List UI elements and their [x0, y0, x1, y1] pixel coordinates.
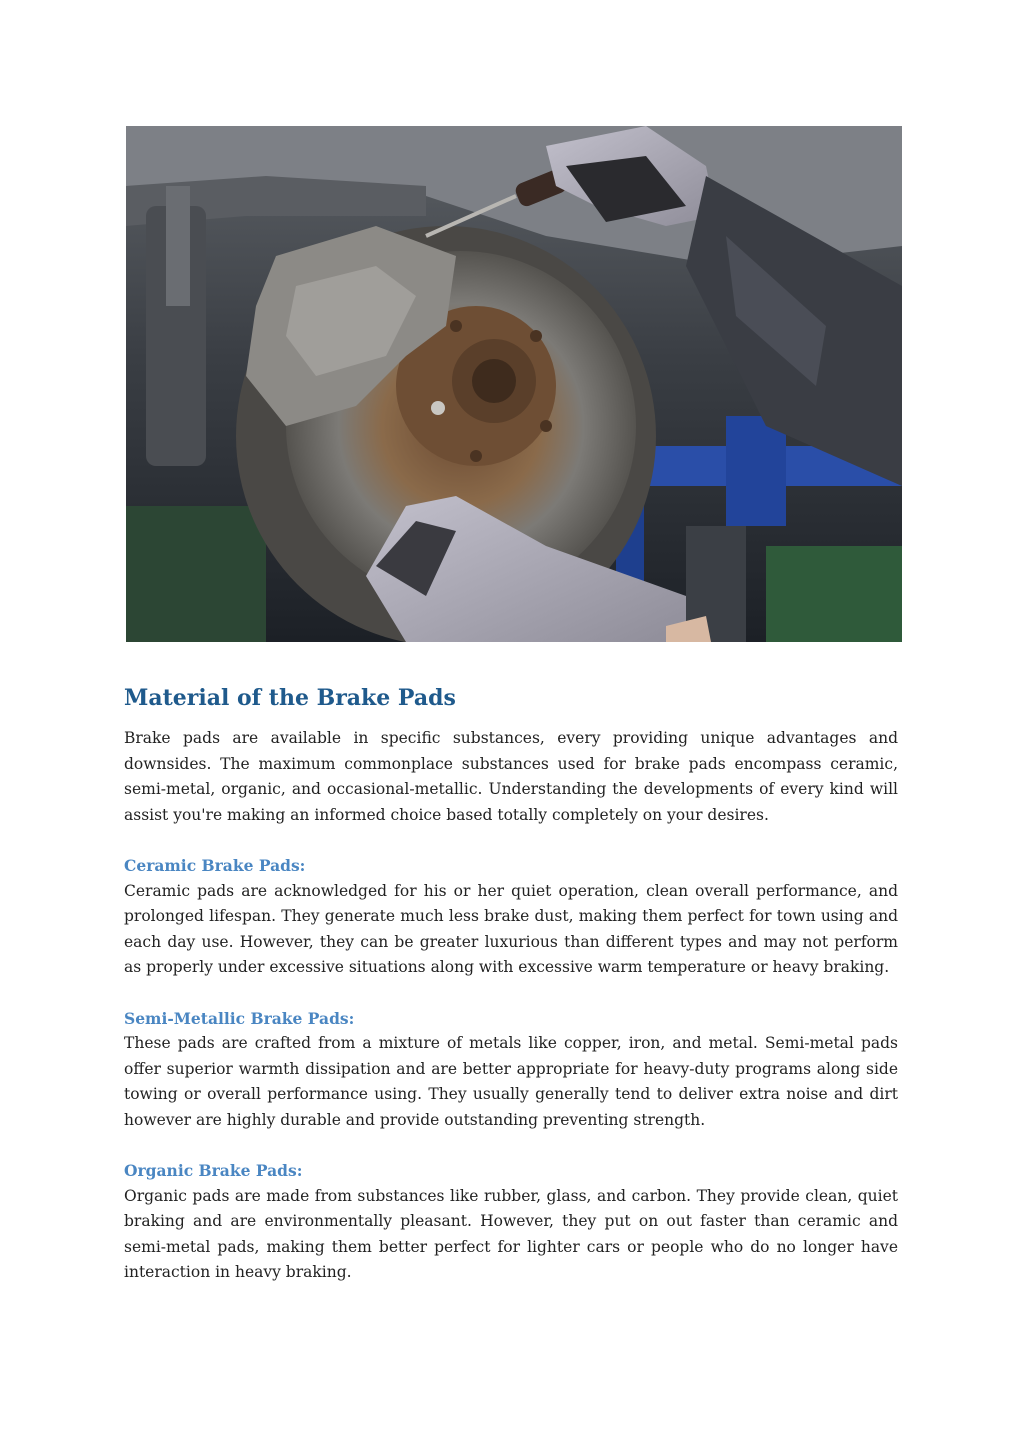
- section-heading: Ceramic Brake Pads:: [124, 856, 306, 875]
- article-title: Material of the Brake Pads: [124, 685, 456, 711]
- section-ceramic: [124, 853, 898, 981]
- intro-paragraph: Brake pads are available in specific substances, every providing unique advantages and downsides. The maximum commonplace substances used for brake pads encompass ceramic, semi-metal, organic, and occasional-metallic. Understanding the developments of every kind will assist you're making an informed choice based totally completely on your desires.: [124, 729, 898, 824]
- section-semi-metallic: [124, 1006, 898, 1134]
- section-body: These pads are crafted from a mixture of metals like copper, iron, and metal. Semi-metal pads offer superior warmth dissipation and are better appropriate for heavy-duty programs along side towing or overall performance using. They usually generally tend to deliver extra noise and dirt however are highly durable and provide outstanding preventing strength.: [124, 1034, 898, 1129]
- brake-photo: [126, 126, 902, 642]
- section-heading: Organic Brake Pads:: [124, 1161, 303, 1180]
- section-heading: Semi-Metallic Brake Pads:: [124, 1008, 355, 1028]
- section-body: Organic pads are made from substances like rubber, glass, and carbon. They provide clean, quiet braking and are environmentally pleasant. However, they put on out faster than ceramic and semi-metal pads, making them better perfect for lighter cars or people who do no longer have interaction in heavy braking.: [124, 1186, 898, 1281]
- section-organic: [124, 1158, 898, 1286]
- article: [124, 682, 898, 1286]
- brake-illustration: [126, 126, 902, 642]
- section-body: Ceramic pads are acknowledged for his or her quiet operation, clean overall performance, and prolonged lifespan. They generate much less brake dust, making them perfect for town using and each day use. However, they can be greater luxurious than different types and may not perform as properly under excessive situations along with excessive warm temperature or heavy braking.: [124, 881, 898, 976]
